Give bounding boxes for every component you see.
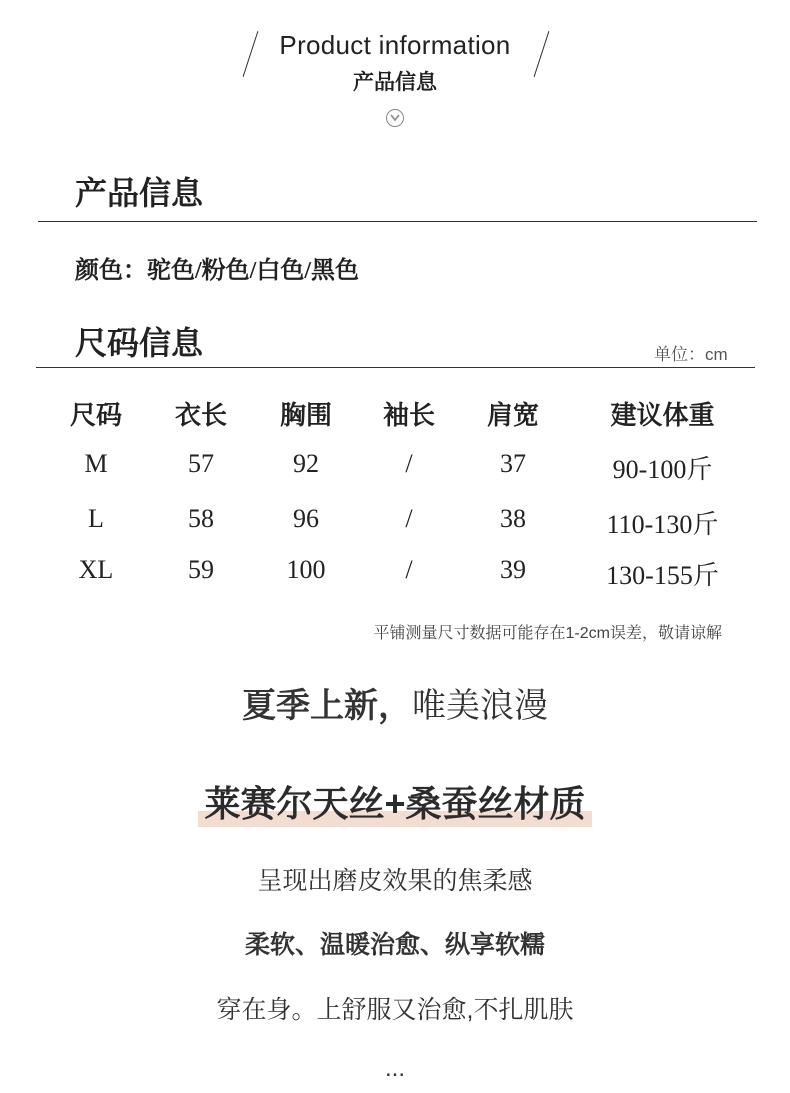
material-heading — [198, 776, 591, 827]
table-cell: / — [405, 555, 413, 584]
table-header-cell: 建议体重 — [610, 401, 715, 430]
material-heading-wrap — [0, 776, 790, 827]
tagline-bold: 夏季上新， — [242, 687, 412, 725]
table-cell: / — [405, 449, 413, 478]
table-cell: 37 — [500, 449, 526, 478]
table-cell: XL — [78, 555, 114, 584]
chevron-down-icon — [386, 109, 404, 127]
measurement-note: 平铺测量尺寸数据可能存在1-2cm误差，敬请谅解 — [373, 625, 722, 642]
table-cell: 58 — [188, 504, 214, 533]
table-cell: / — [405, 504, 413, 533]
header-title-en: Product information — [279, 30, 511, 60]
feature-line-1: 呈现出磨皮效果的焦柔感 — [257, 867, 533, 895]
tagline-rest: 唯美浪漫 — [412, 687, 548, 725]
ellipsis: ... — [384, 1055, 405, 1082]
table-cell: 57 — [188, 449, 214, 478]
table-cell: 90-100斤 — [612, 455, 713, 484]
color-options: 颜色：驼色/粉色/白色/黑色 — [75, 258, 360, 284]
table-cell: 110-130斤 — [606, 510, 719, 539]
table-header-cell: 尺码 — [69, 401, 122, 430]
table-cell: 92 — [293, 449, 319, 478]
table-cell: M — [84, 449, 108, 478]
product-section-divider — [38, 221, 757, 222]
table-cell: L — [88, 504, 104, 533]
table-cell: 96 — [293, 504, 319, 533]
table-cell: 100 — [286, 555, 326, 584]
product-section-title: 产品信息 — [75, 175, 204, 211]
table-header-cell: 胸围 — [279, 401, 332, 430]
table-header-cell: 衣长 — [174, 401, 227, 430]
header-title-cn: 产品信息 — [353, 71, 437, 94]
material-text: 莱赛尔天丝+桑蚕丝材质 — [204, 783, 586, 824]
tagline — [0, 678, 790, 727]
table-cell: 38 — [500, 504, 526, 533]
table-cell: 59 — [188, 555, 214, 584]
table-header-cell: 袖长 — [382, 401, 435, 430]
feature-line-3: 穿在身。上舒服又治愈,不扎肌肤 — [216, 996, 574, 1024]
table-cell: 130-155斤 — [606, 561, 719, 590]
table-header-cell: 肩宽 — [486, 401, 539, 430]
unit-label: 单位：cm — [654, 345, 728, 364]
size-section-divider — [36, 367, 755, 368]
size-section-title: 尺码信息 — [75, 325, 204, 361]
feature-line-2: 柔软、温暖治愈、纵享软糯 — [244, 931, 545, 959]
table-cell: 39 — [500, 555, 526, 584]
